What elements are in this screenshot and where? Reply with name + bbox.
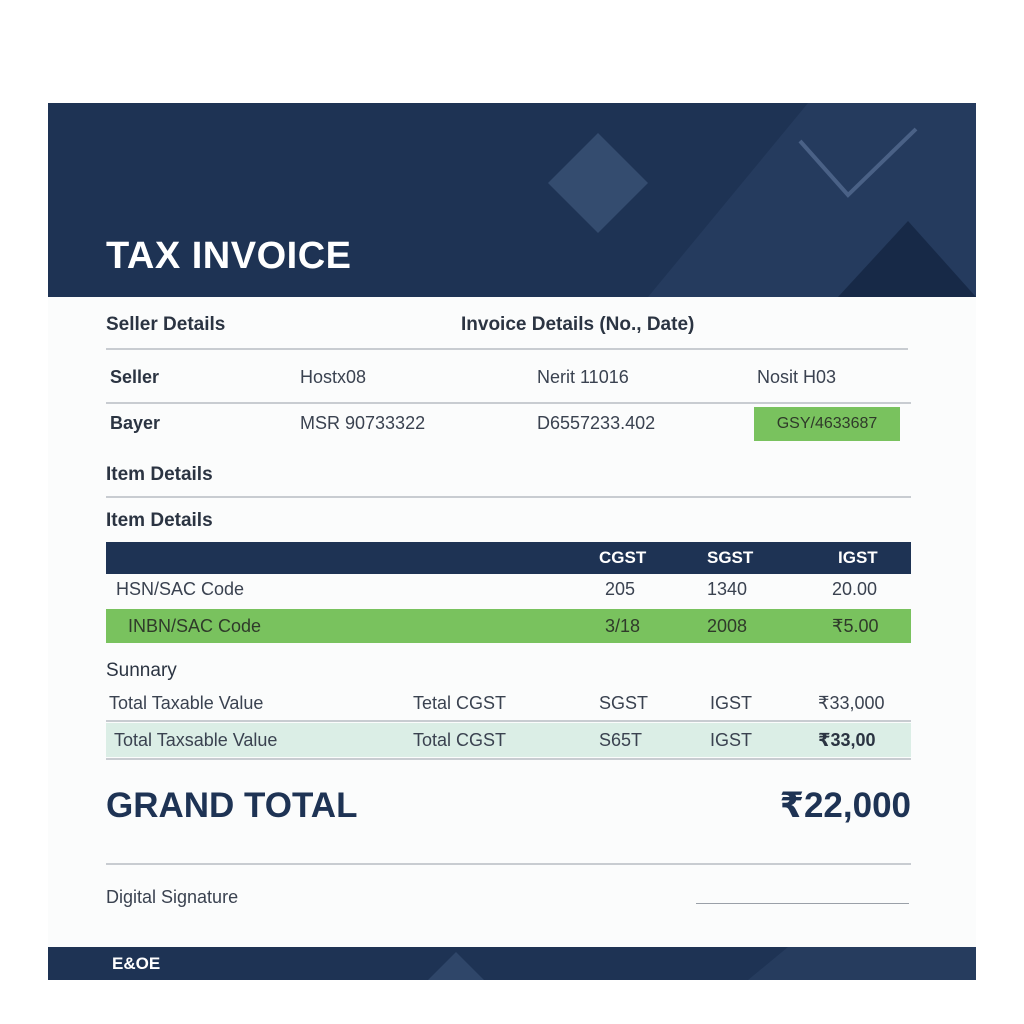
summary-row-2-igst: IGST [710,730,753,750]
buyer-label: Bayer [110,413,161,433]
seller-label: Seller [110,367,160,387]
divider [106,348,908,350]
item-row-1-sgst: 1340 [707,579,748,599]
seller-details-heading: Seller Details [106,314,226,335]
summary-row-2-cgst: Total CGST [413,730,507,750]
item-row-2-cgst: 3/18 [605,616,641,636]
summary-row-1-taxable: Total Taxable Value [109,693,264,713]
signature-line [696,903,909,904]
summary-row-1-sgst: SGST [599,693,649,713]
item-row-1-cgst: 205 [605,579,636,599]
item-details-heading-2: Item Details [106,510,213,531]
divider [106,863,911,865]
divider [106,758,911,760]
digital-signature-label: Digital Signature [106,887,239,907]
item-row-2-name: INBN/SAC Code [128,616,262,636]
page-title: TAX INVOICE [106,235,352,277]
summary-heading: Sunnary [106,660,177,681]
summary-row-1-cgst: Tetal CGST [413,693,507,713]
item-row-2-sgst: 2008 [707,616,748,636]
seller-value-2: Nerit 11016 [537,367,629,387]
footer-decoration [48,947,976,980]
seller-value-3: Nosit H03 [757,367,837,387]
divider [106,402,911,404]
summary-row-2-taxable: Total Taxsable Value [114,730,278,750]
item-row-1-name: HSN/SAC Code [116,579,245,599]
buyer-value-1: MSR 90733322 [300,413,426,433]
invoice-header [48,103,976,297]
items-table-header [106,542,911,574]
summary-row-1-igst: IGST [710,693,753,713]
invoice-details-heading: Invoice Details (No., Date) [461,314,695,335]
grand-total-label: GRAND TOTAL [106,786,358,825]
column-header-sgst: SGST [707,548,754,567]
grand-total-value: ₹22,000 [779,786,911,825]
column-header-cgst: CGST [599,548,647,567]
column-header-igst: IGST [838,548,878,567]
seller-value-1: Hostx08 [300,367,367,387]
summary-row-2-amount: ₹33,00 [818,730,876,750]
summary-row-2-sgst: S65T [599,730,643,750]
invoice-document [48,103,976,980]
summary-row-1-amount: ₹33,000 [818,693,885,713]
item-details-heading: Item Details [106,464,213,485]
buyer-value-2: D6557233.402 [537,413,656,433]
divider [106,496,911,498]
divider [106,720,911,722]
eoe-label: E&OE [112,954,161,973]
invoice-footer [48,947,976,980]
item-row-1-igst: 20.00 [832,579,878,599]
item-row-2-igst: ₹5.00 [832,616,879,636]
gst-number-badge: GSY/4633687 [754,407,900,441]
